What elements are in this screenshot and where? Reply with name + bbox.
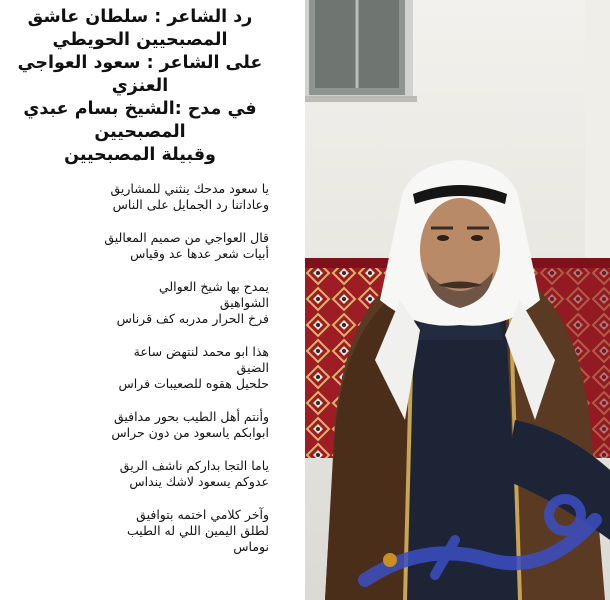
poem-body — [19, 181, 269, 572]
poem-stanza — [19, 409, 269, 441]
poem-line: الشواهيق — [219, 295, 269, 310]
poem-line: فرخ الحرار مدربه كف قرناس — [116, 311, 269, 326]
poem-stanza — [19, 344, 269, 392]
window — [305, 0, 417, 102]
portrait-photo — [305, 0, 610, 600]
heading-line: رد الشاعر : سلطان عاشق — [27, 7, 253, 27]
poem-stanza — [19, 458, 269, 490]
poem-line: وأنتم أهل الطيب بحور مدافيق — [113, 409, 269, 424]
heading-line: في مدح :الشيخ بسام عبدي — [23, 99, 257, 119]
poem-line: وعاداتنا رد الجمايل على الناس — [112, 197, 269, 212]
poem-line: حلحيل هقوه للصعيبات فراس — [118, 376, 269, 391]
poem-line: هذا ابو محمد لنتهض ساعة — [133, 344, 269, 359]
poem-stanza — [19, 230, 269, 262]
poem-line: وآخر كلامي اختمه بتوافيق — [136, 507, 269, 522]
portrait-illustration — [305, 0, 610, 600]
poem-stanza — [19, 181, 269, 213]
poem-line: ياما التجا بداركم ناشف الريق — [119, 458, 269, 473]
poem-heading — [5, 6, 275, 167]
heading-line: العنزي — [111, 76, 169, 96]
heading-line: على الشاعر : سعود العواجي — [17, 53, 263, 73]
poem-line: ابوابكم ياسعود من دون حراس — [111, 425, 269, 440]
poem-line: يا سعود مدحك ينثني للمشاريق — [110, 181, 269, 196]
poem-stanza — [19, 279, 269, 327]
poem-line: الضيق — [236, 360, 269, 375]
heading-line: المصبحيين الحويطي — [52, 30, 228, 50]
poem-line: عدوكم يسعود لاشك ينداس — [129, 474, 269, 489]
poem-line: نوماس — [233, 539, 269, 554]
poem-stanza — [19, 507, 269, 555]
poem-line: يمدح بها شيخ العوالي — [158, 279, 269, 294]
heading-line: وقبيلة المصبحيين — [64, 145, 216, 165]
poem-line: أبيات شعر عدها عد وقياس — [130, 246, 269, 261]
poem-line: لطلق اليمين اللي له الطيب — [126, 523, 269, 538]
heading-line: المصبحيين — [94, 122, 186, 142]
poem-line: قال العواجي من صميم المعاليق — [104, 230, 269, 245]
